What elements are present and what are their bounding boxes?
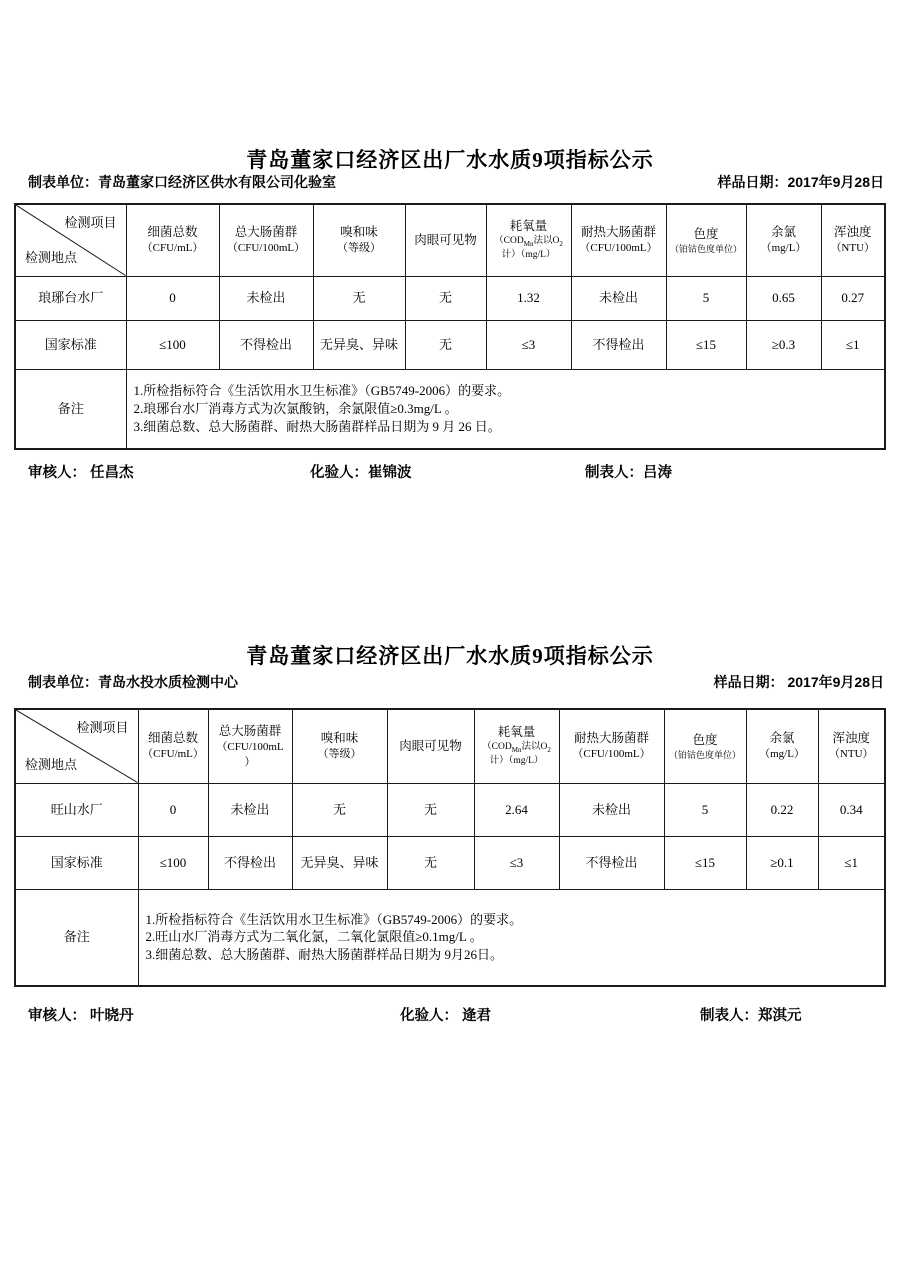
col-name: 色度 [692, 732, 718, 747]
maker-unit-label: 制表单位：青岛董家口经济区供水有限公司化验室 [28, 174, 336, 190]
cell-value: 未检出 [559, 783, 664, 836]
col-name: 余氯 [770, 225, 796, 240]
col-unit: （$COD_{Mn}$法以$O_2$计）（mg/L） [494, 235, 563, 261]
table-row-plant [15, 783, 885, 836]
col-unit: （CFU/mL） [141, 242, 204, 255]
col-name: 肉眼可见物 [399, 738, 462, 753]
cell-value: 0 [138, 783, 208, 836]
signature-row [0, 1004, 900, 1026]
meta-row [28, 672, 884, 692]
corner-cell [15, 709, 138, 783]
cell-value: 无异臭、异味 [292, 836, 387, 889]
cell-value: 1.32 [486, 276, 571, 320]
corner-top-label: 检测项目 [64, 215, 117, 230]
col-header-coliform [208, 709, 292, 783]
cell-value: 不得检出 [571, 320, 666, 369]
col-header-chlorine [746, 709, 818, 783]
cell-value: 0.22 [746, 783, 818, 836]
col-unit: （等级） [317, 748, 362, 761]
cell-value: 无 [405, 320, 486, 369]
cell-value: 未检出 [219, 276, 313, 320]
page-title: 青岛董家口经济区出厂水水质9项指标公示 [246, 148, 654, 173]
reviewer-label: 审核人： 叶晓丹 [28, 1008, 134, 1024]
col-name: 细菌总数 [147, 225, 198, 240]
cell-value: 未检出 [571, 276, 666, 320]
col-unit: （CFU/100mL） [226, 242, 306, 255]
corner-bottom-label: 检测地点 [25, 249, 78, 265]
col-name: 耗氧量 [509, 218, 548, 233]
sample-date-label: 样品日期：2017年9月28日 [717, 174, 884, 190]
remark-row [15, 889, 885, 986]
col-unit: （CFU/100mL） [572, 748, 651, 761]
cell-value: 0.27 [821, 276, 885, 320]
corner-bottom-label: 检测地点 [25, 756, 78, 772]
water-quality-table [14, 708, 886, 987]
col-unit: （CFU/100mL） [579, 242, 658, 255]
cell-value: 未检出 [208, 783, 292, 836]
cell-value: ≤3 [486, 320, 571, 369]
col-unit: （CFU/mL） [142, 748, 204, 761]
col-unit: （mg/L） [760, 242, 807, 255]
col-unit: （NTU） [828, 748, 874, 761]
col-name: 肉眼可见物 [414, 232, 477, 247]
tester-label: 化验人：崔锦波 [310, 465, 412, 481]
col-header-turbidity [818, 709, 885, 783]
remark-line: 1.所检指标符合《生活饮用水卫生标准》（GB5749-2006）的要求。 [133, 383, 511, 399]
col-name: 余氯 [769, 731, 795, 746]
col-name: 耐热大肠菌群 [573, 731, 649, 746]
row-label: 国家标准 [15, 320, 126, 369]
cell-value: 0.65 [746, 276, 821, 320]
remark-line: 1.所检指标符合《生活饮用水卫生标准》（GB5749-2006）的要求。 [145, 911, 523, 927]
cell-value: 0 [126, 276, 219, 320]
col-unit: （铂钴色度单位） [668, 749, 741, 760]
col-header-cod [474, 709, 559, 783]
col-unit: （mg/L） [759, 748, 805, 761]
corner-top-label: 检测项目 [76, 720, 129, 735]
row-label: 琅琊台水厂 [15, 276, 126, 320]
col-name: 耗氧量 [497, 724, 536, 739]
cell-value: 无 [405, 276, 486, 320]
maker-unit-label: 制表单位：青岛水投水质检测中心 [28, 674, 238, 690]
col-unit: （NTU） [830, 242, 876, 255]
cell-value: ≤100 [126, 320, 219, 369]
remark-line: 3.细菌总数、总大肠菌群、耐热大肠菌群样品日期为 9 月 26 日。 [133, 418, 501, 434]
col-name: 浑浊度 [832, 731, 870, 746]
remark-line: 2.旺山水厂消毒方式为二氧化氯，二氧化氯限值≥0.1mg/L 。 [145, 929, 483, 945]
maker-label: 制表人：郑淇元 [700, 1008, 802, 1024]
cell-value: ≤15 [664, 836, 746, 889]
col-header-visible [387, 709, 474, 783]
maker-label: 制表人：吕涛 [585, 465, 672, 481]
col-name: 嗅和味 [340, 225, 378, 240]
cell-value: 2.64 [474, 783, 559, 836]
cell-value: ≥0.1 [746, 836, 818, 889]
row-label: 旺山水厂 [15, 783, 138, 836]
col-name: 细菌总数 [147, 731, 198, 746]
cell-value: 无 [387, 836, 474, 889]
cell-value: 无异臭、异味 [313, 320, 405, 369]
cell-value: 不得检出 [559, 836, 664, 889]
col-header-color [664, 709, 746, 783]
col-name: 色度 [693, 226, 719, 241]
col-unit: （铂钴色度单位） [669, 243, 742, 254]
cell-value: ≤3 [474, 836, 559, 889]
cell-value: ≥0.3 [746, 320, 821, 369]
tester-label: 化验人： 逄君 [400, 1008, 492, 1024]
row-label: 国家标准 [15, 836, 138, 889]
col-name: 嗅和味 [320, 731, 359, 746]
cell-value: 5 [666, 276, 746, 320]
cell-value: 无 [387, 783, 474, 836]
table-row-standard [15, 836, 885, 889]
cell-value: 无 [313, 276, 405, 320]
col-header-odor [292, 709, 387, 783]
reviewer-label: 审核人： 任昌杰 [28, 465, 134, 481]
cell-value: ≤1 [818, 836, 885, 889]
col-header-thermo-coliform [559, 709, 664, 783]
col-unit: （等级） [337, 242, 381, 255]
page-title: 青岛董家口经济区出厂水水质9项指标公示 [246, 644, 654, 669]
col-name: 总大肠菌群 [218, 723, 282, 738]
remark-line: 3.细菌总数、总大肠菌群、耐热大肠菌群样品日期为 9月26日。 [145, 947, 504, 963]
remark-label: 备注 [15, 889, 138, 986]
cell-value: 不得检出 [219, 320, 313, 369]
cell-value: 无 [292, 783, 387, 836]
remark-line: 2.琅琊台水厂消毒方式为次氯酸钠，余氯限值≥0.3mg/L 。 [133, 400, 458, 416]
col-name: 浑浊度 [833, 225, 872, 240]
cell-value: 0.34 [818, 783, 885, 836]
col-name: 耐热大肠菌群 [580, 225, 656, 240]
cell-value: ≤15 [666, 320, 746, 369]
col-unit: （$COD_{Mn}$法以$O_2$计）（mg/L） [482, 741, 551, 767]
col-header-bacteria [138, 709, 208, 783]
remark-content [138, 889, 885, 986]
cell-value: ≤1 [821, 320, 885, 369]
col-unit: （CFU/100mL ） [216, 740, 284, 768]
header-row [15, 709, 885, 783]
cell-value: 不得检出 [208, 836, 292, 889]
cell-value: ≤100 [138, 836, 208, 889]
col-name: 总大肠菌群 [234, 225, 298, 240]
sample-date-label: 样品日期： 2017年9月28日 [713, 674, 884, 690]
remark-label: 备注 [15, 369, 126, 449]
cell-value: 5 [664, 783, 746, 836]
